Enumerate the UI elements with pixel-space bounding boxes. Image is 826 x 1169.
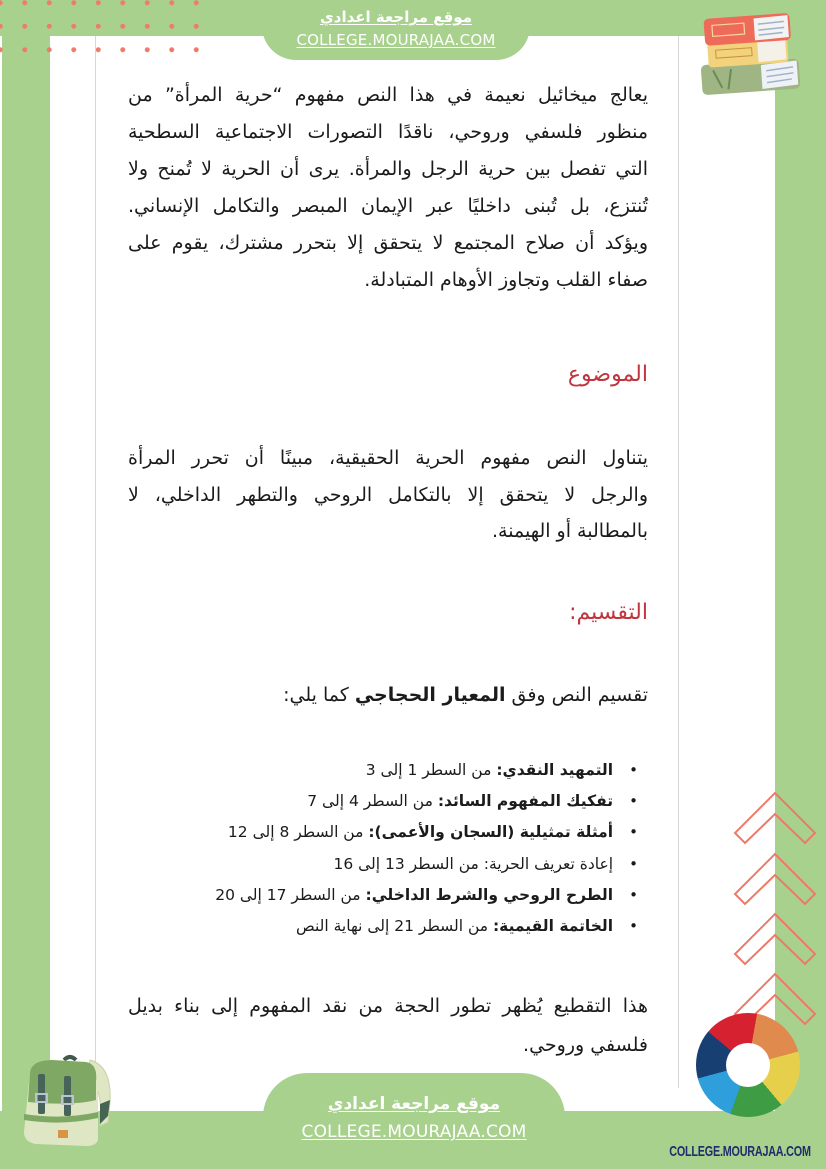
paragraph-line: التي تفصل بين حرية الرجل والمرأة. يرى أن الحرية لا تُمنح ولا (128, 158, 648, 180)
paragraph-line: يتناول النص مفهوم الحرية الحقيقية، مبينًا أن تحرر المرأة (128, 447, 648, 469)
header-site-name[interactable]: موقع مراجعة اعدادي (320, 8, 472, 26)
conclusion-paragraph (128, 987, 648, 1065)
dot-pattern-decoration (0, 0, 209, 62)
paragraph-line: صفاء القلب وتجاوز الأوهام المتبادلة. (364, 269, 648, 291)
list-item-range: من السطر 4 إلى 7 (307, 792, 438, 811)
frame-left-band (2, 0, 50, 1169)
list-item-range: من السطر 13 إلى 16 (333, 854, 484, 873)
paragraph-line: ويؤكد أن صلاح المجتمع لا يتحقق إلا بتحرر مشترك، يقوم على (128, 232, 648, 254)
backpack-illustration-icon (12, 1052, 112, 1152)
topic-paragraph (128, 440, 648, 550)
topic-heading: الموضوع (567, 362, 648, 387)
list-item-label: التمهيد النقدي: (496, 761, 614, 779)
division-intro-text: كما يلي: (283, 684, 355, 706)
list-item-label: تفكيك المفهوم السائد: (437, 792, 614, 811)
footer-site-url[interactable]: COLLEGE.MOURAJAA.COM (301, 1122, 527, 1142)
bullet-icon: • (629, 854, 638, 873)
division-intro-emphasis: المعيار الحجاجي (354, 684, 506, 706)
intro-paragraph (128, 77, 648, 299)
bullet-icon: • (629, 885, 638, 904)
site-logo-caption[interactable]: COLLEGE.MOURAJAA.COM (669, 1143, 811, 1160)
list-item-range: من السطر 17 إلى 20 (215, 885, 366, 904)
division-list (150, 755, 638, 942)
paragraph-line: والرجل لا يتحقق إلا بالتكامل الروحي والتطهر الداخلي، لا (128, 483, 648, 506)
list-item (150, 755, 638, 786)
bullet-icon: • (629, 917, 638, 936)
right-margin-rule (678, 36, 679, 1088)
list-item-label: إعادة تعريف الحرية: (483, 854, 614, 873)
paragraph-line: يعالج ميخائيل نعيمة في هذا النص مفهوم “حرية المرأة” من (128, 84, 648, 106)
paragraph-line: تُنتزع، بل تُبنى داخليًا عبر الإيمان المبصر والتكامل الإنساني. (128, 195, 648, 217)
chevron-up-decoration-icon (730, 788, 822, 1038)
bullet-icon: • (629, 761, 638, 779)
left-margin-rule (95, 36, 96, 1111)
list-item-range: من السطر 21 إلى نهاية النص (296, 917, 493, 936)
list-item-label: الخاتمة القيمية: (492, 917, 614, 936)
division-intro-text: تقسيم النص وفق (505, 684, 648, 706)
division-heading: التقسيم: (569, 600, 648, 625)
footer-site-name[interactable]: موقع مراجعة اعدادي (327, 1094, 501, 1114)
bullet-icon: • (629, 792, 638, 811)
paragraph-line: منظور فلسفي وروحي، ناقدًا التصورات الاجتماعية السطحية (128, 121, 648, 143)
bullet-icon: • (629, 823, 638, 842)
list-item (150, 880, 638, 911)
header-site-url[interactable]: COLLEGE.MOURAJAA.COM (296, 31, 496, 49)
books-illustration-icon (690, 8, 805, 100)
paragraph-line: بالمطالبة أو الهيمنة. (492, 520, 648, 542)
list-item (150, 911, 638, 942)
list-item-range: من السطر 1 إلى 3 (365, 761, 497, 779)
footer-banner (263, 1073, 565, 1169)
paragraph-line: هذا التقطيع يُظهر تطور الحجة من نقد المفهوم إلى بناء بديل (128, 995, 648, 1017)
list-item (150, 817, 638, 848)
list-item (150, 786, 638, 817)
paragraph-line: فلسفي وروحي. (523, 1034, 648, 1056)
list-item-range: من السطر 8 إلى 12 (227, 823, 369, 842)
list-item-label: الطرح الروحي والشرط الداخلي: (365, 885, 614, 904)
list-item-label: أمثلة تمثيلية (السجان والأعمى): (368, 823, 614, 842)
site-logo-center (726, 1043, 770, 1087)
division-intro (128, 680, 648, 710)
list-item (150, 849, 638, 880)
